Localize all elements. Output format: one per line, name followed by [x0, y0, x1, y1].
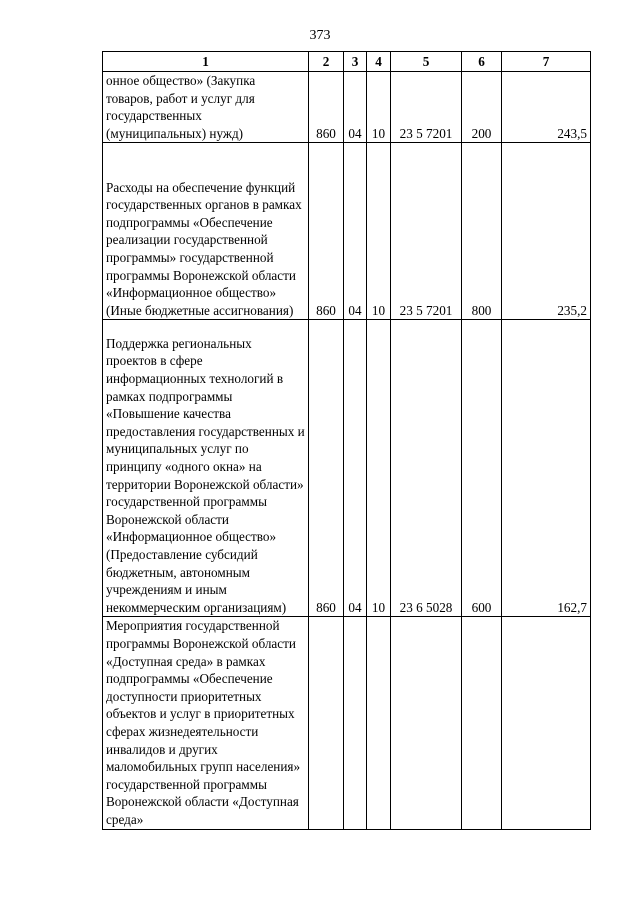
header-col-5: 5: [391, 52, 462, 72]
page-number: 373: [309, 28, 331, 43]
row-cell-5: 23 6 5028: [391, 320, 462, 617]
table-row: [103, 72, 591, 143]
row-cell-6: [462, 617, 502, 829]
row-cell-5: 23 5 7201: [391, 143, 462, 320]
row-cell-4: 10: [367, 320, 391, 617]
header-col-4: 4: [367, 52, 391, 72]
row-cell-7: 235,2: [502, 143, 591, 320]
row-cell-3: [344, 617, 367, 829]
row-name-cell: Расходы на обеспечение функций государственных органов в рамках подпрограммы «Обеспечение реализации государственной программы» государственной программы Воронежской области «Информационное общество» (Иные бюджетные ассигнования): [103, 143, 309, 320]
row-cell-6: 600: [462, 320, 502, 617]
header-col-7: 7: [502, 52, 591, 72]
row-cell-3: 04: [344, 72, 367, 143]
row-cell-7: [502, 617, 591, 829]
row-cell-7: 162,7: [502, 320, 591, 617]
row-cell-2: 860: [309, 320, 344, 617]
header-col-1: 1: [103, 52, 309, 72]
table-row: [103, 617, 591, 829]
row-cell-7: 243,5: [502, 72, 591, 143]
row-cell-5: 23 5 7201: [391, 72, 462, 143]
header-col-6: 6: [462, 52, 502, 72]
row-name-cell: онное общество» (Закупка товаров, работ и услуг для государственных (муниципальных) нужд): [103, 72, 309, 143]
row-cell-5: [391, 617, 462, 829]
row-cell-6: 800: [462, 143, 502, 320]
table-row: [103, 320, 591, 617]
row-name-cell: Мероприятия государственной программы Воронежской области «Доступная среда» в рамках подпрограммы «Обеспечение доступности приоритетных объектов и услуг в приоритетных сферах жизнедеятельности инвалидов и других маломобильных групп населения» государственной программы Воронежской области «Доступная среда»: [103, 617, 309, 829]
row-cell-4: 10: [367, 72, 391, 143]
header-col-3: 3: [344, 52, 367, 72]
row-cell-4: [367, 617, 391, 829]
row-cell-2: 860: [309, 143, 344, 320]
row-cell-6: 200: [462, 72, 502, 143]
table-row: [103, 143, 591, 320]
row-cell-2: [309, 617, 344, 829]
budget-table: [102, 51, 591, 830]
row-cell-3: 04: [344, 143, 367, 320]
table-header-row: [103, 52, 591, 72]
row-cell-3: 04: [344, 320, 367, 617]
row-cell-2: 860: [309, 72, 344, 143]
header-col-2: 2: [309, 52, 344, 72]
row-cell-4: 10: [367, 143, 391, 320]
row-name-cell: Поддержка региональных проектов в сфере информационных технологий в рамках подпрограммы «Повышение качества предоставления государственных и муниципальных услуг по принципу «одного окна» на территории Воронежской области» государственной программы Воронежской области «Информационное общество» (Предоставление субсидий бюджетным, автономным учреждениям и иным некоммерческим организациям): [103, 320, 309, 617]
